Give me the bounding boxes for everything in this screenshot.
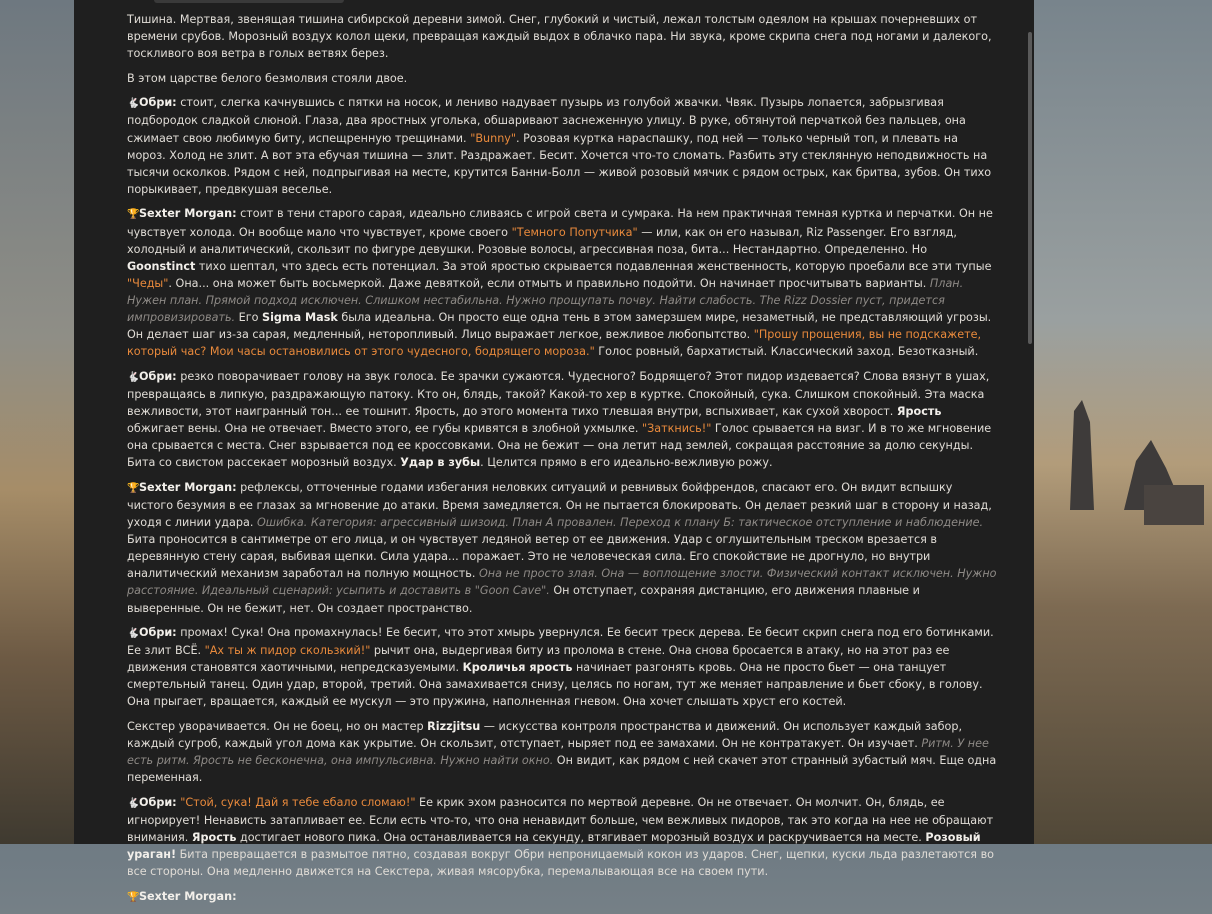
text-run: Ее крик эхом разносится по мертвой деревне. Он не отвечает. Он молчит. Он, блядь, ее игнорирует! Ненависть затапливает ее. Если есть что-то, что она ненавидит больше, чем вежливых пидоров, так это когда на нее не обращают внимания. xyxy=(127,795,994,845)
text-run: тихо шептал, что здесь есть потенциал. За этой яростью скрывается подавленная женственность, которую проебали все эти тупые xyxy=(195,259,992,273)
speaker-name: Обри: xyxy=(139,369,177,383)
quoted-text: "Ах ты ж пидор скользкий!" xyxy=(204,644,371,658)
speaker-icon: 🐇 xyxy=(127,371,140,383)
chat-panel[interactable] xyxy=(74,0,1034,903)
message-content xyxy=(127,11,997,914)
text-run: рефлексы, отточенные годами избегания неловких ситуаций и ревнивых бойфрендов, спасают его. Он видит вспышку чистого безумия в ее глазах за мгновение до атаки. Время замедляется. Он не пытается блокировать. Он делает резкий шаг в сторону и назад, уходя с линии удара. xyxy=(127,480,992,530)
message-paragraph xyxy=(127,888,997,906)
background-rock xyxy=(1062,400,1102,510)
quoted-text: "Bunny" xyxy=(470,131,517,145)
text-run: промах! Сука! Она промахнулась! Ее бесит, что этот хмырь увернулся. Ее бесит треск дерева. Ее бесит скрип снега под его ботинками. Ее злит ВСЁ. xyxy=(127,626,994,658)
message-paragraph xyxy=(127,368,997,472)
speaker-name: Sexter Morgan: xyxy=(139,480,237,494)
speaker-icon: 🐇 xyxy=(127,98,140,110)
speaker-name: Sexter Morgan: xyxy=(139,889,237,903)
thought-text: План. Нужен план. Прямой подход исключен. Слишком нестабильна. Нужно прощупать почву. Найти слабость. The Rizz Dossier пуст, придется импровизировать. xyxy=(127,276,964,324)
text-run: Его xyxy=(235,311,263,324)
quoted-text: "Стой, сука! Дай я тебе ебало сломаю!" xyxy=(180,795,416,809)
thought-text: . xyxy=(546,584,550,598)
message-paragraph xyxy=(127,205,997,360)
text-run: Он отступает, сохраняя дистанцию, его движения плавные и выверенные. Он не бежит, нет. Он создает пространство. xyxy=(127,584,920,615)
speaker-icon: 🐇 xyxy=(127,628,140,640)
bold-term: Rizzjitsu xyxy=(427,720,481,734)
text-run: рычит она, выдергивая биту из пролома в стене. Она снова бросается в атаку, но на этот раз ее движения становятся хаотичными, непредсказуемыми. xyxy=(127,644,950,675)
thought-text: Ошибка. Категория: агрессивный шизоид. План А провален. Переход к плану Б: тактическое отступление и наблюдение. xyxy=(256,516,984,530)
text-run: . Розовая куртка нараспашку, под ней — только черный топ, и плевать на мороз. Холод не злит. А вот эта ебучая тишина — злит. Раздражает. Бесит. Хочется что-то сломать. Разбить эту стеклянную неподвижность на тысячи осколков. Рядом с ней, подпрыгивая на месте, крутится Банни-Болл — живой розовый мячик с рядом острых, как бритва, зубов. Он тихо порыкивает, предвкушая веселье. xyxy=(127,131,992,196)
text-run: — искусства контроля пространства и движений. Он использует каждый забор, каждый сугроб, каждый угол дома как укрытие. Он скользит, отступает, ныряет под ее замахами. Он не контратакует. Он изучает. xyxy=(127,720,963,751)
scrollbar-thumb[interactable] xyxy=(1028,32,1032,344)
speaker-icon: 🏆 xyxy=(127,482,140,494)
message-paragraph xyxy=(127,11,997,62)
text-run: Бита проносится в сантиметре от его лица, и он чувствует ледяной ветер от ее движения. Удар с оглушительным треском врезается в деревянную стену сарая, выбивая щепки. Сила удара... поражает. Это не человеческая сила. Его спокойствие не дрогнуло, но внутри аналитический механизм заработал на полную мощность. xyxy=(127,533,937,581)
text-run: достигает нового пика. Она останавливается на секунду, втягивает морозный воздух и раскручивается на месте. xyxy=(236,831,926,845)
speaker-name: Sexter Morgan: xyxy=(139,207,237,221)
text-run: — или, как он его называл, Riz Passenger. Его взгляд, холодный и аналитический, скользит по фигуре девушки. Розовые волосы, агрессивная поза, бита... Нестандартно. Определенно. Но xyxy=(127,225,957,256)
bold-term: Удар в зубы xyxy=(400,456,481,470)
quoted-text: "Goon Cave" xyxy=(474,584,547,598)
text-run: . Она... она может быть восьмеркой. Даже девяткой, если отмыть и правильно подойти. Он начинает просчитывать варианты. xyxy=(168,276,930,290)
quoted-text: "Темного Попутчика" xyxy=(511,225,638,239)
speaker-name: Обри: xyxy=(139,96,177,110)
text-run: Тишина. Мертвая, звенящая тишина сибирской деревни зимой. Снег, глубокий и чистый, лежал толстым одеялом на крышах почерневших от времени срубов. Морозный воздух колол щеки, превращая каждый выдох в облачко пара. Ни звука, кроме скрипа снега под ногами и далекого, тоскливого воя ветра в голых ветвях берез. xyxy=(127,13,992,61)
text-run: начинает разгонять кровь. Она не просто бьет — она танцует смертельный танец. Один удар, второй, третий. Она замахивается снизу, целясь по ногам, тут же меняет направление и бьет сбоку, в голову. Она прыгает, вращается, каждый ее мускул — это пружина, наполненная гневом. Она хочет слышать хруст его костей. xyxy=(127,661,983,709)
panel-top-tab xyxy=(154,0,344,3)
speaker-name: Обри: xyxy=(139,626,177,640)
speaker-name: Обри: xyxy=(139,795,177,809)
text-run: Бита превращается в размытое пятно, создавая вокруг Обри непроницаемый кокон из ударов. Снег, щепки, куски льда разлетаются во все стороны. Она медленно движется на Секстера, живая мясорубка, перемалывающая все на своем пути. xyxy=(127,848,995,879)
message-paragraph xyxy=(127,718,997,786)
text-run: Голос ровный, бархатистый. Классический заход. Безотказный. xyxy=(594,345,979,359)
scrollbar-track[interactable] xyxy=(1026,0,1034,844)
text-run: . Целится прямо в его идеально-вежливую рожу. xyxy=(480,456,773,470)
text-run: резко поворачивает голову на звук голоса. Ее зрачки сужаются. Чудесного? Бодрящего? Этот пидор издевается? Слова вязнут в ушах, превращаясь в липкую, раздражающую патоку. Кто он, блядь, такой? Какой-то хер в куртке. Спокойный, сука. Слишком спокойный. Эта маска вежливости, этот наигранный тон... ее тошнит. Ярость, до этого момента тихо тлевшая внутри, вспыхивает, как сухой хворост. xyxy=(127,369,990,418)
text-run: обжигает вены. Она не отвечает. Вместо этого, ее губы кривятся в злобной ухмылке. xyxy=(127,422,642,436)
message-paragraph xyxy=(127,794,997,880)
bold-term: Ярость xyxy=(191,831,237,845)
text-run: Он видит, как рядом с ней скачет этот странный зубастый мяч. Еще одна переменная. xyxy=(127,754,997,785)
bold-term: Ярость xyxy=(896,404,942,418)
thought-text: Ритм. У нее есть ритм. Ярость не бесконечна, она импульсивна. Нужно найти окно. xyxy=(127,737,989,768)
quoted-text: "Заткнись!" xyxy=(641,422,712,436)
message-paragraph xyxy=(127,94,997,198)
text-run: В этом царстве белого безмолвия стояли двое. xyxy=(127,71,408,85)
bold-term: Goonstinct xyxy=(127,259,196,273)
bold-term: Розовый ураган! xyxy=(127,831,981,862)
text-run: стоит в тени старого сарая, идеально сливаясь с игрой света и сумрака. На нем практичная темная куртка и перчатки. Он не чувствует холода. Он вообще мало что чувствует, кроме своего xyxy=(127,207,993,239)
speaker-icon: 🏆 xyxy=(127,209,140,221)
text-run: стоит, слегка качнувшись с пятки на носок, и лениво надувает пузырь из голубой жвачки. Чвяк. Пузырь лопается, забрызгивая подбородок сладкой слюной. Глаза, два яростных уголька, обшаривают заснеженную улицу. В руке, обтянутой перчаткой без пальцев, она сжимает свою любимую биту, испещренную трещинами. xyxy=(127,96,966,145)
speaker-icon: 🏆 xyxy=(127,891,140,903)
quoted-text: "Прошу прощения, вы не подскажете, который час? Мои часы остановились от этого чудесного, бодрящего мороза." xyxy=(127,328,982,359)
text-run: Голос срывается на визг. И в то же мгновение она срывается с места. Снег взрывается под ее кроссовками. Она не бежит — она летит над землей, сокращая расстояние за долю секунды. Бита со свистом рассекает морозный воздух. xyxy=(127,422,992,470)
bold-term: Sigma Mask xyxy=(262,311,338,324)
speaker-icon: 🐇 xyxy=(127,797,140,809)
background-right xyxy=(1034,0,1212,844)
message-paragraph xyxy=(127,479,997,617)
thought-text: Она не просто злая. Она — воплощение злости. Физический контакт исключен. Нужно расстояние. Идеальный сценарий: усыпить и доставить в xyxy=(127,567,997,598)
quoted-text: "Чеды" xyxy=(127,276,169,290)
bold-term: Кроличья ярость xyxy=(462,661,573,675)
background-left xyxy=(0,0,74,844)
text-run: Секстер уворачивается. Он не боец, но он мастер xyxy=(127,720,428,734)
message-paragraph xyxy=(127,624,997,710)
background-rock xyxy=(1144,485,1204,525)
text-run: была идеальна. Он просто еще одна тень в этом замерзшем мире, незаметный, не представляющий угрозы. Он делает шаг из-за сарая, медленный, неторопливый. Лицо выражает легкое, вежливое любопытство. xyxy=(127,311,992,342)
message-paragraph xyxy=(127,70,997,87)
